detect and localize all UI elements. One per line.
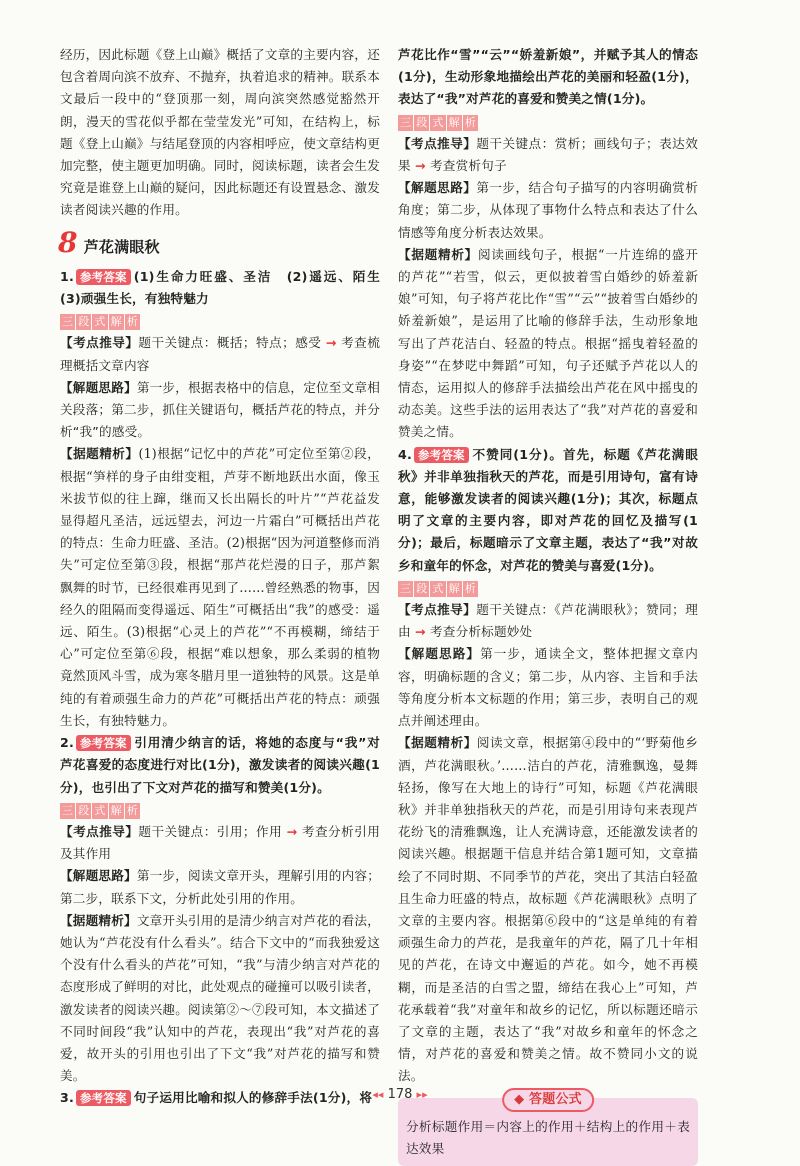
answer-badge: 参考答案 (76, 269, 131, 285)
q4-kaodian-text: 题干关键点：《芦花满眼秋》；赞同；理由 (398, 602, 699, 640)
q1-silu (60, 377, 380, 444)
q1-answer: (1)生命力旺盛、圣洁 (2)遥远、陌生 (3)顽强生长，有独特魅力 (60, 268, 393, 307)
formula-text: 分析标题作用＝内容上的作用＋结构上的作用＋表达效果 (406, 1118, 690, 1156)
q1-jingxi-text: (1)根据“记忆中的芦花”可定位至第②段，根据“笋样的身子由绀变粗，芦芽不断地跃出水面，像玉米拔节似的往上蹿，继而又长出隔长的叶片”“芦花益发显得超凡圣洁，远远望去，河边一片霜白”可概括出芦花的特点：生命力旺盛、圣洁。(2)根据“因为河道整修而消失”可定位至第③段，根据“那芦花烂漫的日子，那芦絮飘舞的时节，已经很难再见到了……曾经熟悉的物事，因经久的阻隔而变得遥远、陌生”可概括出“我”的感受：遥远、陌生。(3)根据“心灵上的芦花”“不再模糊，缔结于心”可定位至第⑥段，根据“难以想象，那么柔弱的植物竟然顶风斗雪，成为寒冬腊月里一道独特的风景。这是单纯的有着顽强生命力的芦花”可概括出芦花的特点：顽强生长，有独特魅力。 (60, 446, 380, 728)
sanduan-char: 式 (432, 581, 444, 595)
silu-label: 【解题思路】 (398, 646, 481, 662)
q3-jingxi-text: 阅读画线句子，根据“一片连绵的盛开的芦花”“若雪，似云，更似披着雪白婚纱的娇羞新娘”可知，句子将芦花比作“雪”“云”“披着雪白婚纱的娇羞新娘”，是运用了比喻的修辞手法，生动形象地写出了芦花洁白、轻盈的特点。根据“摇曳着轻盈的身姿”“在梦呓中舞蹈”可知，句子还赋予芦花以人的情态，运用拟人的修辞手法描绘出芦花在风中摇曳的动态美。这些手法的运用表达了“我”对芦花的喜爱和赞美之情。 (398, 246, 699, 440)
arrow-icon: → (325, 335, 337, 351)
section-title: 芦花满眼秋 (83, 237, 160, 256)
answer-badge: 参考答案 (76, 1090, 131, 1106)
arrow-icon: → (415, 624, 426, 640)
q1-answer-line (60, 266, 393, 310)
sanduan-tag (60, 314, 140, 330)
sanduan-char: 解 (110, 315, 122, 329)
q1-number: 1. (60, 268, 74, 284)
answer-badge: 参考答案 (414, 447, 469, 463)
q1-kaodian-tail: 考查梳理概括文章内容 (60, 335, 380, 373)
q4-jingxi-text: 阅读文章，根据第④段中的“‘野菊他乡酒，芦花满眼秋。’……洁白的芦花，清雅飘逸，曼舞轻扬，像写在大地上的诗行”可知，标题《芦花满眼秋》并非单独指秋天的芦花，而是引用诗句来表现芦花纷飞的清雅飘逸，让人充满诗意，还能激发读者的阅读兴趣。根据题干信息并结合第1题可知，文章描绘了不同时期、不同季节的芦花，突出了其洁白轻盈且生命力旺盛的特点，故标题《芦花满眼秋》点明了文章的主要内容。根据第⑥段中的“这是单纯的有着顽强生命力的芦花，是我童年的芦花，隔了几十年相见的芦花，在诗文中邂逅的芦花。如今，她不再模糊，而是圣洁的白雪之盟，缔结在我心上”可知，芦花承载着“我”对童年和故乡的记忆，所以标题还暗示了文章的主题，表达了“我”对故乡和童年的怀念之情，对芦花的喜爱和赞美之情。故不赞同小文的说法。 (398, 735, 698, 1084)
section-number: 8 (58, 225, 78, 259)
sanduan-char: 三 (62, 315, 74, 329)
kaodian-label: 【考点推导】 (60, 823, 139, 839)
right-column (398, 44, 698, 1166)
arrow-icon: → (415, 158, 426, 174)
left-column (58, 44, 393, 1110)
q2-kaodian-tail: 考查分析引用及其作用 (60, 823, 380, 862)
q1-kaodian-text: 题干关键点：概括；特点；感受 (138, 335, 322, 351)
q3-jingxi (398, 244, 698, 444)
q3-silu-text: 第一步，结合句子描写的内容明确赏析角度；第二步，从体现了事物什么特点和表达了什么情感等角度分析表达效果。 (398, 180, 698, 240)
chevron-right-icon: ▸▸ (416, 1088, 428, 1101)
page-number: 178 (387, 1087, 413, 1102)
q2-silu (60, 865, 380, 909)
jingxi-label: 【据题精析】 (60, 446, 139, 462)
answer-badge: 参考答案 (76, 735, 131, 751)
q1-jingxi (60, 443, 380, 732)
sanduan-tag (398, 581, 478, 597)
sanduan-tag (60, 803, 140, 819)
jingxi-label: 【据题精析】 (398, 735, 477, 751)
jingxi-label: 【据题精析】 (60, 912, 137, 928)
q2-silu-text: 第一步，阅读文章开头，理解引用的内容；第二步，联系下文，分析此处引用的作用。 (60, 868, 380, 906)
sanduan-char: 析 (464, 581, 477, 595)
q3-answer-start: 句子运用比喻和拟人的修辞手法(1分)，将 (133, 1090, 373, 1106)
sanduan-char: 三 (62, 803, 74, 817)
sanduan-char: 解 (448, 115, 460, 129)
q2-jingxi (60, 910, 380, 1088)
q3-kaodian-text: 题干关键点：赏析；画线句子；表达效果 (398, 135, 698, 174)
q3-silu (398, 177, 698, 244)
q4-number: 4. (398, 446, 412, 462)
chevron-left-icon: ◂◂ (372, 1088, 384, 1101)
q4-silu-text: 第一步，通读全文，整体把握文章内容，明确标题的含义；第二步，从内容、主旨和手法等角度分析本文标题的作用；第三步，表明自己的观点并阐述理由。 (398, 646, 698, 729)
intro-paragraph: 经历，因此标题《登上山巅》概括了文章的主要内容，还包含着周向滨不放弃、不抛弃，执着追求的精神。联系本文最后一段中的“登顶那一刻，周向滨突然感觉豁然开朗，漫天的雪花似乎都在莹莹发光”可知，在结构上，标题《登上山巅》与结尾登顶的内容相呼应，使文章结构更加完整，使主题更加明确。同时，阅读标题，读者会生发究竟是谁登上山巅的疑问，因此标题还有设置悬念、激发读者阅读兴趣的作用。 (60, 47, 380, 218)
sanduan-char: 析 (464, 115, 477, 129)
kaodian-label: 【考点推导】 (60, 335, 139, 351)
jingxi-label: 【据题精析】 (398, 246, 479, 262)
sanduan-tag (398, 115, 478, 131)
sanduan-char: 式 (432, 115, 444, 129)
q3-kaodian-tail: 考查赏析句子 (430, 158, 507, 174)
kaodian-label: 【考点推导】 (398, 602, 477, 618)
q3-kaodian (398, 133, 698, 177)
section-heading (58, 225, 380, 259)
sanduan-char: 式 (94, 803, 106, 817)
q2-kaodian (60, 821, 380, 865)
q2-jingxi-text: 文章开头引用的是清少纳言对芦花的看法，她认为“芦花没有什么看头”。结合下文中的“而我独爱这个没有什么看头的芦花”可知，“我”与清少纳言对芦花的态度形成了鲜明的对比，此处观点的碰撞可以吸引读者，激发读者的阅读兴趣。阅读第②～⑦段可知，本文描述了不同时间段“我”认知中的芦花，表现出“我”对芦花的喜爱，故开头的引用也引出了下文“我”对芦花的描写和赞美。 (60, 912, 380, 1084)
q4-kaodian-tail: 考查分析标题妙处 (430, 624, 533, 640)
sanduan-char: 三 (400, 581, 412, 595)
sanduan-char: 解 (110, 803, 122, 817)
sanduan-char: 三 (400, 115, 412, 129)
silu-label: 【解题思路】 (60, 868, 137, 884)
sanduan-char: 段 (78, 803, 90, 817)
sanduan-char: 析 (126, 315, 139, 329)
q2-number: 2. (60, 735, 74, 751)
q2-answer-line (60, 732, 380, 799)
sanduan-char: 析 (126, 803, 139, 817)
q4-kaodian (398, 599, 698, 643)
silu-label: 【解题思路】 (398, 180, 477, 196)
q1-kaodian (60, 332, 380, 376)
q4-answer-line (398, 444, 698, 577)
q3-answer-cont: 芦花比作“雪”“云”“娇羞新娘”，并赋予其人的情态(1分)，生动形象地描绘出芦花的美丽和轻盈(1分)，表达了“我”对芦花的喜爱和赞美之情(1分)。 (398, 47, 698, 107)
arrow-icon: → (286, 823, 298, 839)
q2-answer: 引用清少纳言的话，将她的态度与“我”对芦花喜爱的态度进行对比(1分)，激发读者的阅读兴趣(1分)，也引出了下文对芦花的描写和赞美(1分)。 (60, 735, 380, 795)
q2-kaodian-text: 题干关键点：引用；作用 (138, 823, 283, 839)
silu-label: 【解题思路】 (60, 379, 137, 395)
kaodian-label: 【考点推导】 (398, 135, 477, 151)
q4-silu (398, 643, 698, 732)
q4-answer: 不赞同(1分)。首先，标题《芦花满眼秋》并非单独指秋天的芦花，而是引用诗句，富有诗意，能够激发读者的阅读兴趣(1分)；其次，标题点明了文章的主要内容，即对芦花的回忆及描写(1分)；最后，标题暗示了文章主题，表达了“我”对故乡和童年的怀念，对芦花的赞美与喜爱(1分)。 (398, 446, 698, 573)
sanduan-char: 段 (416, 115, 428, 129)
formula-title: ◆ 答题公式 (502, 1088, 594, 1112)
sanduan-char: 式 (94, 315, 106, 329)
sanduan-char: 段 (416, 581, 428, 595)
sanduan-char: 解 (448, 581, 460, 595)
page-number-footer (0, 1087, 800, 1102)
q1-silu-text: 第一步，根据表格中的信息，定位至文章相关段落；第二步，抓住关键语句，概括芦花的特点，并分析“我”的感受。 (60, 379, 380, 440)
q3-number: 3. (60, 1090, 74, 1106)
q4-jingxi (398, 732, 698, 1087)
sanduan-char: 段 (78, 315, 90, 329)
